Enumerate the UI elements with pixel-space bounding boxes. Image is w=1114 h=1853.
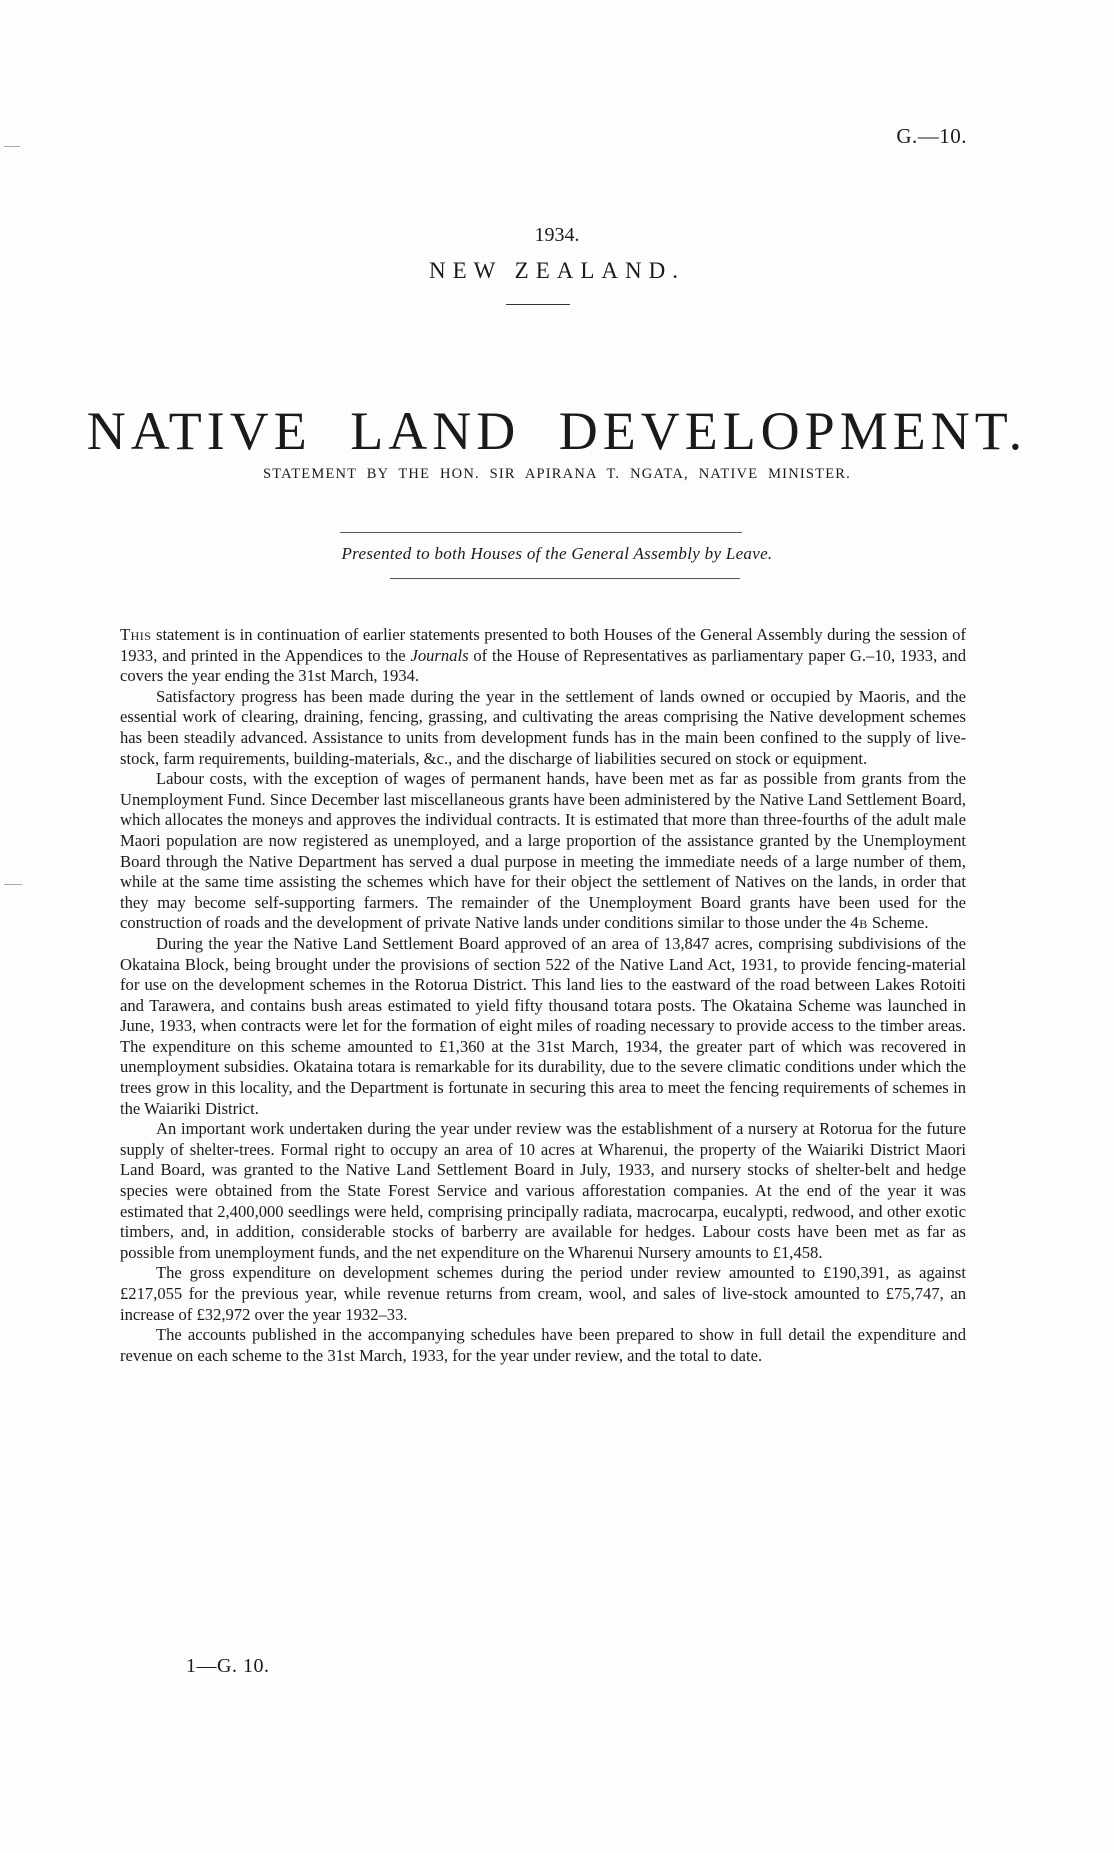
paragraph-3: [120, 769, 966, 934]
paragraph-1: [120, 625, 966, 687]
paragraph-4: During the year the Native Land Settlement Board approved of an area of 13,847 acres, comprising subdivisions of the Okataina Block, being brought under the provisions of section 522 of the Native Land Act, 1931, to provide fencing-material for use on the development schemes in the Rotorua District. This land lies to the eastward of the road between Lakes Rotoiti and Tarawera, and contains bush areas estimated to yield fifty thousand totara posts. The Okataina Scheme was launched in June, 1933, when contracts were let for the formation of eight miles of roading necessary to provide access to the timber areas. The expenditure on this scheme amounted to £1,360 at the 31st March, 1934, the greater part of which was recovered in unemployment subsidies. Okataina totara is remarkable for its durability, due to the severe climatic conditions under which the trees grow in this locality, and the Department is fortunate in securing this area to meet the fencing requirements of schemes in the Waiariki District.: [120, 933, 966, 1118]
scheme-code: 4b: [850, 913, 868, 933]
publication-year: 1934.: [534, 224, 580, 246]
page-signature: 1—G. 10.: [186, 1655, 270, 1677]
page-subtitle: STATEMENT BY THE HON. SIR APIRANA T. NGATA, NATIVE MINISTER.: [263, 466, 851, 482]
page-title: NATIVE LAND DEVELOPMENT.: [86, 401, 1028, 461]
paragraph-2: Satisfactory progress has been made during the year in the settlement of lands owned or occupied by Maoris, and the essential work of clearing, draining, fencing, grassing, and cultivating the areas comprising the Native development schemes has been steadily advanced. Assistance to units from development funds has in the main been confined to the supply of live-stock, farm requirements, building-materials, &c., and the discharge of liabilities secured on stock or equipment.: [120, 686, 966, 768]
divider-rule: [340, 532, 742, 533]
country-heading: NEW ZEALAND.: [428, 258, 686, 283]
document-reference: G.—10.: [896, 124, 967, 148]
presented-line: Presented to both Houses of the General Assembly by Leave.: [341, 544, 773, 563]
paragraph-7: The accounts published in the accompanying schedules have been prepared to show in full detail the expenditure and revenue on each scheme to the 31st March, 1933, for the year under review, and the total to date.: [120, 1325, 966, 1365]
divider-rule: [390, 578, 740, 579]
statement-body: [120, 625, 966, 1366]
margin-mark: [4, 884, 22, 885]
journals-title: Journals: [410, 645, 469, 665]
paragraph-text: of the House of Representatives as parliamentary paper G.–10, 1933, and covers the year ending the 31st March, 1934.: [120, 645, 966, 686]
divider-rule: [506, 304, 570, 305]
paragraph-5: An important work undertaken during the year under review was the establishment of a nursery at Rotorua for the future supply of shelter-trees. Formal right to occupy an area of 10 acres at Wharenui, the property of the Waiariki District Maori Land Board, was granted to the Native Land Settlement Board in July, 1933, and nursery stocks of shelter-belt and hedge species were obtained from the State Forest Service and various afforestation companies. At the end of the year it was estimated that 2,400,000 seedlings were held, comprising principally radiata, macrocarpa, eucalypti, redwood, and other exotic timbers, and, in addition, considerable stocks of barberry are available for hedges. Labour costs have been met as far as possible from unemployment funds, and the net expenditure on the Wharenui Nursery amounts to £1,458.: [120, 1119, 966, 1262]
paragraph-text: Labour costs, with the exception of wages of permanent hands, have been met as far as possible from grants from the Unemployment Fund. Since December last miscellaneous grants have been administered by the Native Land Settlement Board, which allocates the moneys and approves the individual contracts. It is estimated that more than three-fourths of the adult male Maori population are now registered as unemployed, and a large proportion of the assistance granted by the Unemployment Board through the Native Department has served a dual purpose in meeting the immediate needs of a large number of them, while at the same time assisting the schemes which have for their object the settlement of Natives on the lands, in order that they may become self-supporting farmers. The remainder of the Unemployment Board grants have been used for the construction of roads and the development of private Native lands under conditions similar to those under the: [120, 769, 966, 933]
paragraph-text: Scheme.: [867, 913, 929, 933]
paragraph-text: statement is in continuation of earlier statements presented to both Houses of the General Assembly during the session of 1933, and printed in the Appendices to the: [120, 625, 966, 665]
margin-mark: [4, 146, 20, 147]
paragraph-6: The gross expenditure on development schemes during the period under review amounted to £190,391, as against £217,055 for the previous year, while revenue returns from cream, wool, and sales of live-stock amounted to £75,747, an increase of £32,972 over the year 1932–33.: [120, 1263, 966, 1324]
lead-word: This: [120, 625, 152, 644]
